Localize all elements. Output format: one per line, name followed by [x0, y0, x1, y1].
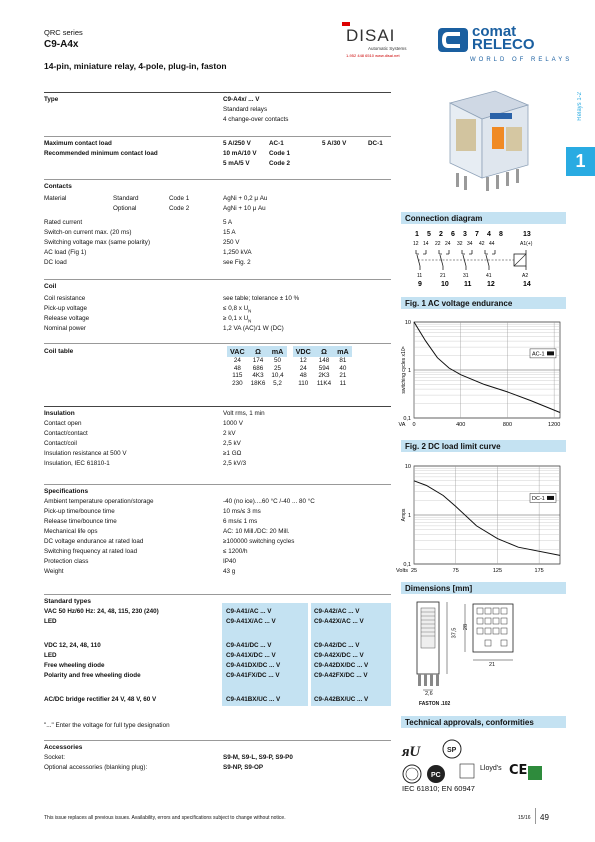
conn-coil-diagonal: [514, 254, 526, 266]
type-code-col1: C9-A41/DC ... V: [226, 642, 272, 649]
min-load-c2: Code 2: [269, 160, 290, 167]
spec-row-value: 6 ms/≤ 1 ms: [223, 518, 258, 525]
lloyds-label: Lloyd's: [480, 765, 502, 772]
coil-table-row: [227, 372, 352, 380]
insulation-row-value: 2,5 kV: [223, 440, 241, 447]
conn-pin-number: 8: [499, 231, 503, 238]
conn-terminal-label: 32: [457, 241, 463, 247]
y-tick-label: 1: [407, 368, 411, 374]
insulation-row-value: ≥1 GΩ: [223, 450, 242, 457]
dim-2-6: 2,6: [425, 691, 433, 697]
conn-pin-number: 2: [439, 231, 443, 238]
material-optional: Optional: [113, 205, 137, 212]
coil-ac-cell: 25: [274, 364, 282, 372]
page-number: 49: [540, 813, 549, 822]
contacts-row-label: DC load: [44, 259, 67, 266]
faston-label: FASTON .102: [419, 701, 451, 707]
spec-row-label: Protection class: [44, 558, 89, 565]
insulation-row-value: 2,5 kV/3: [223, 460, 247, 467]
coil-dc-cell: 81: [339, 357, 347, 365]
footer-disclaimer: This issue replaces all previous issues. Availability, errors and specifications subject to change without notice.: [44, 815, 286, 821]
coil-ac-header: VAC: [227, 346, 248, 357]
conn-terminal-label: A1(+): [520, 241, 533, 247]
type-code-col2: C9-A42X/AC ... V: [314, 618, 364, 625]
x-axis-prefix: Volts: [396, 568, 408, 574]
legend-label: DC-1: [532, 495, 545, 502]
y-axis-label: Amps: [401, 508, 407, 522]
series-line: [414, 481, 560, 556]
conn-contact-symbol: [416, 250, 426, 266]
coil-table-row: [227, 357, 352, 365]
releco-name: RELECO: [472, 36, 535, 53]
conn-terminal-label: 11: [417, 273, 423, 279]
type-code-col2: C9-A42X/DC ... V: [314, 652, 364, 659]
spec-row-value: IP40: [223, 558, 236, 565]
fig1-title: Fig. 1 AC voltage endurance: [401, 297, 566, 309]
coil-dc-cell: 148: [318, 357, 330, 365]
spec-row-label: DC voltage endurance at rated load: [44, 538, 144, 545]
coil-dc-cell: 2K3: [318, 372, 330, 380]
coil-dc-header: VDC: [293, 346, 314, 357]
fig1-chart: [398, 314, 564, 432]
contacts-row-value: see Fig. 2: [223, 259, 251, 266]
conn-pin-number: 7: [475, 231, 479, 238]
y-tick-label: 10: [404, 320, 411, 326]
coil-table: [227, 346, 352, 387]
insulation-row-label: Contact open: [44, 420, 82, 427]
conn-contact-symbol: [485, 250, 495, 266]
conn-terminal-label: 24: [445, 241, 451, 247]
conn-terminal-label: 31: [463, 273, 469, 279]
spec-row-label: Switching frequency at rated load: [44, 548, 138, 555]
coil-ac-cell: 4K3: [252, 372, 264, 380]
conn-pin-number: 4: [487, 231, 491, 238]
conn-pin-number: 1: [415, 231, 419, 238]
fig1-svg: [398, 314, 564, 432]
spec-row-label: Ambient temperature operation/storage: [44, 498, 154, 505]
material-std-value: AgNi + 0,2 μ Au: [223, 195, 268, 202]
coil-resistance-value: see table; tolerance ± 10 %: [223, 295, 300, 302]
disai-logo-text: DISAI: [346, 26, 396, 45]
coil-ac-header: mA: [268, 346, 286, 357]
spec-row-value: 10 ms/≤ 3 ms: [223, 508, 261, 515]
type-code-col1: C9-A41FX/DC ... V: [226, 672, 280, 679]
x-tick-label: 175: [534, 568, 544, 574]
insulation-row-value: 2 kV: [223, 430, 236, 437]
insulation-row-label: Insulation resistance at 500 V: [44, 450, 127, 457]
coil-ac-cell: 686: [252, 364, 264, 372]
side-section-number: 1: [566, 147, 595, 176]
legend-label: AC-1: [532, 351, 545, 358]
type-label: Type: [44, 96, 59, 103]
conn-terminal-label: 12: [413, 241, 419, 247]
connection-diagram-svg: [410, 228, 560, 290]
contacts-row-value: 250 V: [223, 239, 240, 246]
min-load-label: Recommended minimum contact load: [44, 150, 158, 157]
insulation-row-label: Contact/coil: [44, 440, 77, 447]
insulation-row-label: Insulation, IEC 61810-1: [44, 460, 110, 467]
conn-terminal-label: 34: [467, 241, 473, 247]
connection-diagram-title: Connection diagram: [401, 212, 566, 224]
x-tick-label: 400: [456, 422, 466, 428]
spec-row-value: AC: 10 Mill./DC: 20 Mill.: [223, 528, 290, 535]
material-label: Material: [44, 195, 67, 202]
type-row-label: VDC 12, 24, 48, 110: [44, 642, 101, 649]
max-load-v2: 5 A/30 V: [322, 140, 347, 147]
coil-table-row: [227, 365, 352, 373]
spec-row-label: Weight: [44, 568, 64, 575]
max-load-c1: AC-1: [269, 140, 284, 147]
socket-label: Socket:: [44, 754, 65, 761]
specifications-title: Specifications: [44, 488, 89, 495]
type-code-col2: C9-A42DX/DC ... V: [314, 662, 369, 669]
model-title: C9-A4x: [44, 39, 79, 50]
pickup-voltage-label: Pick-up voltage: [44, 305, 88, 312]
optional-accessories-value: S9-NP, S9-OP: [223, 764, 264, 771]
coil-ac-cell: 18K6: [250, 379, 266, 387]
x-tick-label: 75: [452, 568, 459, 574]
spec-row-label: Release time/bounce time: [44, 518, 117, 525]
min-load-v2: 5 mA/5 V: [223, 160, 250, 167]
spec-row-label: Pick-up time/bounce time: [44, 508, 115, 515]
svg-text:PC: PC: [431, 772, 441, 779]
approval-logos: [400, 738, 560, 788]
fig2-title: Fig. 2 DC load limit curve: [401, 440, 566, 452]
y-axis-label: switching cycles x10⁶: [401, 346, 407, 394]
footer-issue: 15/16: [518, 815, 531, 821]
disai-logo: [346, 26, 407, 58]
type-code-col1: C9-A41X/AC ... V: [226, 618, 276, 625]
dim-37-5: 37,5: [451, 627, 458, 639]
conn-terminal-label: 22: [435, 241, 441, 247]
contacts-row-value: 1,250 kVA: [223, 249, 252, 256]
type-row-label: LED: [44, 618, 57, 625]
coil-ac-cell: 10,4: [271, 372, 284, 380]
coil-ac-cell: 5,2: [273, 379, 282, 387]
x-axis-prefix: VA: [398, 422, 406, 428]
type-row-label: AC/DC bridge rectifier 24 V, 48 V, 60 V: [44, 696, 157, 703]
accessories-title: Accessories: [44, 744, 83, 751]
material-opt-value: AgNi + 10 μ Au: [223, 205, 266, 212]
conn-pin-number: 5: [427, 231, 431, 238]
x-tick-label: 25: [410, 568, 418, 574]
conn-pin-number: 14: [523, 281, 531, 288]
material-code1: Code 1: [169, 195, 190, 202]
contacts-row-label: Switch-on current max. (20 ms): [44, 229, 132, 236]
y-tick-label: 0,1: [403, 416, 411, 422]
min-load-v1: 10 mA/10 V: [223, 150, 257, 157]
type-standard: Standard relays: [223, 106, 268, 113]
release-voltage-label: Release voltage: [44, 315, 90, 322]
coil-dc-cell: 11K4: [316, 379, 332, 387]
contacts-row-value: 15 A: [223, 229, 236, 236]
y-tick-label: 0,1: [403, 562, 411, 568]
type-code-col2: C9-A42FX/DC ... V: [314, 672, 368, 679]
conn-terminal-label: 42: [479, 241, 485, 247]
dimensions-title: Dimensions [mm]: [401, 582, 566, 594]
conn-pin-number: 12: [487, 281, 495, 288]
dim-21: 21: [489, 662, 496, 668]
coil-ac-cell: 50: [274, 357, 282, 365]
comat-name: comat: [472, 23, 517, 40]
coil-ac-cell: 48: [233, 364, 241, 372]
ce-mark: CE: [509, 763, 528, 778]
conn-pin-number: 10: [441, 281, 449, 288]
type-row-label: Polarity and free wheeling diode: [44, 672, 141, 679]
conn-pin-number: 9: [418, 281, 422, 288]
type-code-col1: C9-A41BX/UC ... V: [226, 696, 281, 703]
type-code-col1: C9-A41X/DC ... V: [226, 652, 276, 659]
socket-value: S9-M, S9-L, S9-P, S9-P0: [223, 754, 293, 761]
coil-dc-cell: 12: [299, 357, 307, 365]
dimensions-drawing: [405, 598, 565, 710]
coil-ac-cell: 115: [232, 372, 243, 380]
type-row-label: LED: [44, 652, 57, 659]
disai-contact: 1-952 448 6510 www.disai.net: [346, 53, 400, 58]
fig2-chart: [398, 458, 564, 578]
coil-ac-cell: 24: [233, 357, 241, 365]
comat-tagline: WORLD OF RELAYS: [470, 57, 573, 63]
conn-terminal-label: 44: [489, 241, 495, 247]
disai-mark-icon: [342, 22, 350, 26]
min-load-c1: Code 1: [269, 150, 290, 157]
coil-ac-cell: 230: [232, 379, 243, 387]
y-tick-label: 10: [404, 464, 411, 470]
conn-terminal-label: A2: [522, 273, 529, 279]
pickup-voltage-value: ≤ 0,8 x $U_N$: [223, 305, 252, 314]
coil-dc-cell: 24: [299, 364, 307, 372]
insulation-title: Insulation: [44, 410, 75, 417]
spec-row-label: Mechanical life ops: [44, 528, 98, 535]
insulation-row-value: 1000 V: [223, 420, 243, 427]
spec-row-value: -40 (no ice)....60 °C /-40 ... 80 °C: [223, 498, 315, 505]
contacts-title: Contacts: [44, 183, 72, 190]
types-note: "..." Enter the voltage for full type designation: [44, 722, 170, 729]
contacts-row-label: Rated current: [44, 219, 83, 226]
coil-dc-cell: 48: [299, 372, 307, 380]
contacts-row-label: Switching voltage max (same polarity): [44, 239, 151, 246]
coil-dc-header: mA: [334, 346, 352, 357]
dim-28: 28: [463, 623, 470, 631]
coil-dc-cell: 21: [339, 372, 347, 380]
conn-pin-number: 11: [464, 281, 472, 288]
coil-table-row: [227, 380, 352, 388]
coil-table-label: Coil table: [44, 348, 74, 355]
conn-pin-number: 13: [523, 231, 531, 238]
coil-ac-cell: 174: [252, 357, 264, 365]
page-subtitle: 14-pin, miniature relay, 4-pole, plug-in, faston: [44, 61, 227, 71]
release-voltage-value: ≥ 0,1 x $U_N$: [223, 315, 252, 324]
optional-accessories-label: Optional accessories (blanking plug):: [44, 764, 148, 771]
side-tab-label: Relays 1-2: [577, 92, 583, 121]
spec-row-value: ≥100000 switching cycles: [223, 538, 295, 545]
type-row-label: VAC 50 Hz/60 Hz: 24, 48, 115, 230 (240): [44, 608, 159, 615]
conn-terminal-label: 14: [423, 241, 429, 247]
spec-row-value: 43 g: [223, 568, 236, 575]
coil-title: Coil: [44, 283, 57, 290]
coil-dc-header: Ω: [314, 346, 334, 357]
x-tick-label: 1200: [548, 422, 561, 428]
coil-ac-header: Ω: [248, 346, 269, 357]
relay-product-image: [440, 83, 532, 193]
spec-row-value: ≤ 1200/h: [223, 548, 248, 555]
contacts-row-label: AC load (Fig 1): [44, 249, 87, 256]
conn-terminal-label: 41: [486, 273, 492, 279]
x-tick-label: 0: [412, 422, 416, 428]
contacts-row-value: 5 A: [223, 219, 233, 226]
type-code-col2: C9-A42/DC ... V: [314, 642, 360, 649]
material-code2: Code 2: [169, 205, 190, 212]
conn-pin-number: 6: [451, 231, 455, 238]
conn-terminal-label: 21: [440, 273, 446, 279]
conn-contact-symbol: [439, 250, 449, 266]
insulation-title-value: Volt rms, 1 min: [223, 410, 265, 417]
coil-dc-cell: 11: [339, 379, 347, 387]
type-contacts: 4 change-over contacts: [223, 116, 289, 123]
svg-text:SP: SP: [447, 747, 457, 754]
type-code-col1: C9-A41DX/DC ... V: [226, 662, 281, 669]
series-label: QRC series: [44, 28, 83, 37]
conn-contact-symbol: [462, 250, 472, 266]
connection-diagram: [410, 228, 560, 290]
nominal-power-label: Nominal power: [44, 325, 86, 332]
x-tick-label: 800: [502, 422, 513, 428]
max-load-label: Maximum contact load: [44, 140, 112, 147]
coil-dc-cell: 40: [339, 364, 347, 372]
disai-sub: Automatic Systems: [368, 46, 407, 51]
insulation-row-label: Contact/contact: [44, 430, 88, 437]
standard-types-title: Standard types: [44, 598, 91, 605]
type-value: C9-A4x/ ... V: [223, 96, 260, 103]
type-code-col2: C9-A42/AC ... V: [314, 608, 360, 615]
type-code-col1: C9-A41/AC ... V: [226, 608, 272, 615]
svg-text:ᴙU: ᴙU: [402, 744, 421, 760]
type-row-label: Free wheeling diode: [44, 662, 105, 669]
series-line: [414, 322, 560, 413]
max-load-v1: 5 A/250 V: [223, 140, 251, 147]
legend-swatch: [547, 351, 554, 355]
coil-resistance-label: Coil resistance: [44, 295, 86, 302]
fig2-svg: [398, 458, 564, 578]
y-tick-label: 1: [407, 513, 411, 519]
coil-dc-cell: 594: [318, 364, 330, 372]
max-load-c2: DC-1: [368, 140, 383, 147]
approvals-title: Technical approvals, conformities: [401, 716, 566, 728]
material-standard: Standard: [113, 195, 139, 202]
coil-dc-cell: 110: [298, 379, 309, 387]
x-tick-label: 125: [492, 568, 503, 574]
conn-pin-number: 3: [463, 231, 467, 238]
type-code-col2: C9-A42BX/UC ... V: [314, 696, 369, 703]
nominal-power-value: 1,2 VA (AC)/1 W (DC): [223, 325, 284, 332]
legend-swatch: [547, 496, 554, 500]
approval-standards: IEC 61810; EN 60947: [402, 784, 475, 793]
comat-logo-icon: [438, 28, 468, 52]
